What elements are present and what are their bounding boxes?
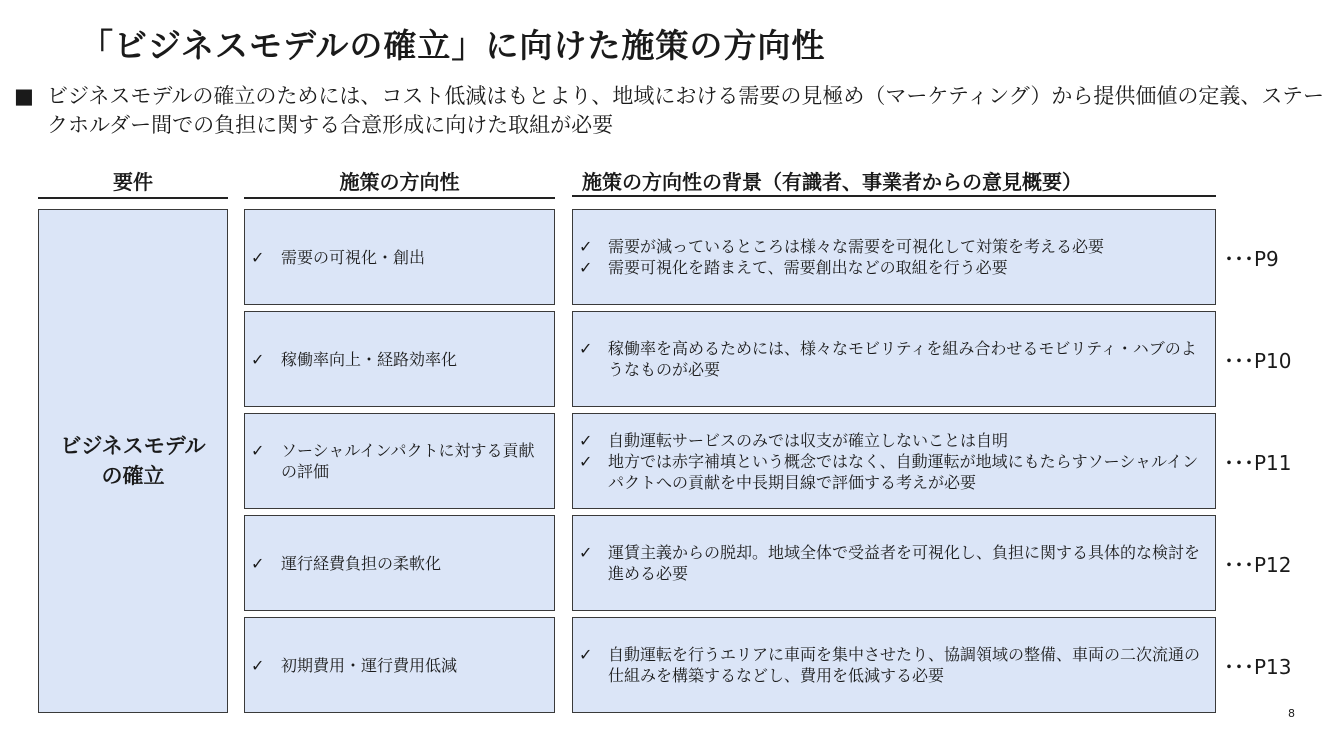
header-policy: 施策の方向性 xyxy=(244,168,555,199)
requirement-cell xyxy=(38,209,228,713)
policy-text: 稼働率向上・経路効率化 xyxy=(281,349,458,369)
policy-text: 需要の可視化・創出 xyxy=(281,247,426,267)
check-icon: ✓ xyxy=(251,247,265,267)
background-text: 需要可視化を踏まえて、需要創出などの取組を行う必要 xyxy=(608,258,1008,277)
policy-text: 運行経費負担の柔軟化 xyxy=(281,553,442,573)
policy-cell xyxy=(244,617,555,713)
check-icon: ✓ xyxy=(579,258,593,277)
policy-item xyxy=(245,440,554,482)
background-item xyxy=(573,430,1215,451)
page-reference xyxy=(1224,413,1330,509)
background-text: 地方では赤字補填という概念ではなく、自動運転が地域にもたらすソーシャルインパクトへの貢献を中長期目線で評価する考えが必要 xyxy=(608,451,1199,492)
lead-text: ビジネスモデルの確立のためには、コスト低減はもとより、地域における需要の見極め（マーケティング）から提供価値の定義、ステークホルダー間での負担に関する合意形成に向けた取組が必要 xyxy=(47,84,1325,137)
page-reference-text: ･･･P10 xyxy=(1224,348,1292,373)
background-item xyxy=(573,542,1215,584)
background-item xyxy=(573,236,1215,257)
page-reference-text: ･･･P11 xyxy=(1224,450,1292,475)
page-reference xyxy=(1224,209,1330,305)
background-cell xyxy=(572,413,1216,509)
background-item xyxy=(573,257,1215,278)
page-reference xyxy=(1224,617,1330,713)
policy-cell xyxy=(244,311,555,407)
lead-paragraph xyxy=(14,82,1324,140)
page-reference-text: ･･･P13 xyxy=(1224,654,1292,679)
page-reference xyxy=(1224,515,1330,611)
page-reference xyxy=(1224,311,1330,407)
policy-item xyxy=(245,655,554,676)
check-icon: ✓ xyxy=(251,553,265,573)
page-reference-text: ･･･P12 xyxy=(1224,552,1292,577)
page-number: 8 xyxy=(1288,707,1295,720)
header-background: 施策の方向性の背景（有識者、事業者からの意見概要） xyxy=(572,168,1216,197)
check-icon: ✓ xyxy=(579,451,593,471)
policy-cell xyxy=(244,413,555,509)
policy-cell xyxy=(244,209,555,305)
check-icon: ✓ xyxy=(579,237,593,256)
page-reference-text: ･･･P9 xyxy=(1224,246,1279,271)
requirement-label: ビジネスモデルの確立 xyxy=(60,434,206,488)
policy-text: 初期費用・運行費用低減 xyxy=(281,655,458,675)
check-icon: ✓ xyxy=(579,543,593,562)
policy-cell xyxy=(244,515,555,611)
check-icon: ✓ xyxy=(579,430,593,450)
policy-item xyxy=(245,553,554,574)
page-title: 「ビジネスモデルの確立」に向けた施策の方向性 xyxy=(80,26,826,65)
background-text: 需要が減っているところは様々な需要を可視化して対策を考える必要 xyxy=(608,237,1105,256)
policy-item xyxy=(245,349,554,370)
background-cell xyxy=(572,617,1216,713)
policy-text: ソーシャルインパクトに対する貢献の評価 xyxy=(281,441,535,481)
background-item xyxy=(573,338,1215,380)
background-cell xyxy=(572,311,1216,407)
background-item xyxy=(573,451,1215,493)
background-text: 稼働率を高めるためには、様々なモビリティを組み合わせるモビリティ・ハブのようなものが必要 xyxy=(608,339,1197,379)
check-icon: ✓ xyxy=(251,349,265,369)
background-text: 自動運転サービスのみでは収支が確立しないことは自明 xyxy=(608,430,1009,450)
check-icon: ✓ xyxy=(579,339,593,358)
background-item xyxy=(573,644,1215,686)
header-requirement: 要件 xyxy=(38,168,228,199)
policy-item xyxy=(245,247,554,268)
square-bullet-icon: ■ xyxy=(14,84,34,108)
background-text: 運賃主義からの脱却。地域全体で受益者を可視化し、負担に関する具体的な検討を進める必要 xyxy=(608,543,1201,583)
check-icon: ✓ xyxy=(579,645,593,664)
check-icon: ✓ xyxy=(251,441,265,460)
background-cell xyxy=(572,515,1216,611)
background-text: 自動運転を行うエリアに車両を集中させたり、協調領域の整備、車両の二次流通の仕組みを構築するなどし、費用を低減する必要 xyxy=(608,645,1201,685)
check-icon: ✓ xyxy=(251,655,265,675)
background-cell xyxy=(572,209,1216,305)
